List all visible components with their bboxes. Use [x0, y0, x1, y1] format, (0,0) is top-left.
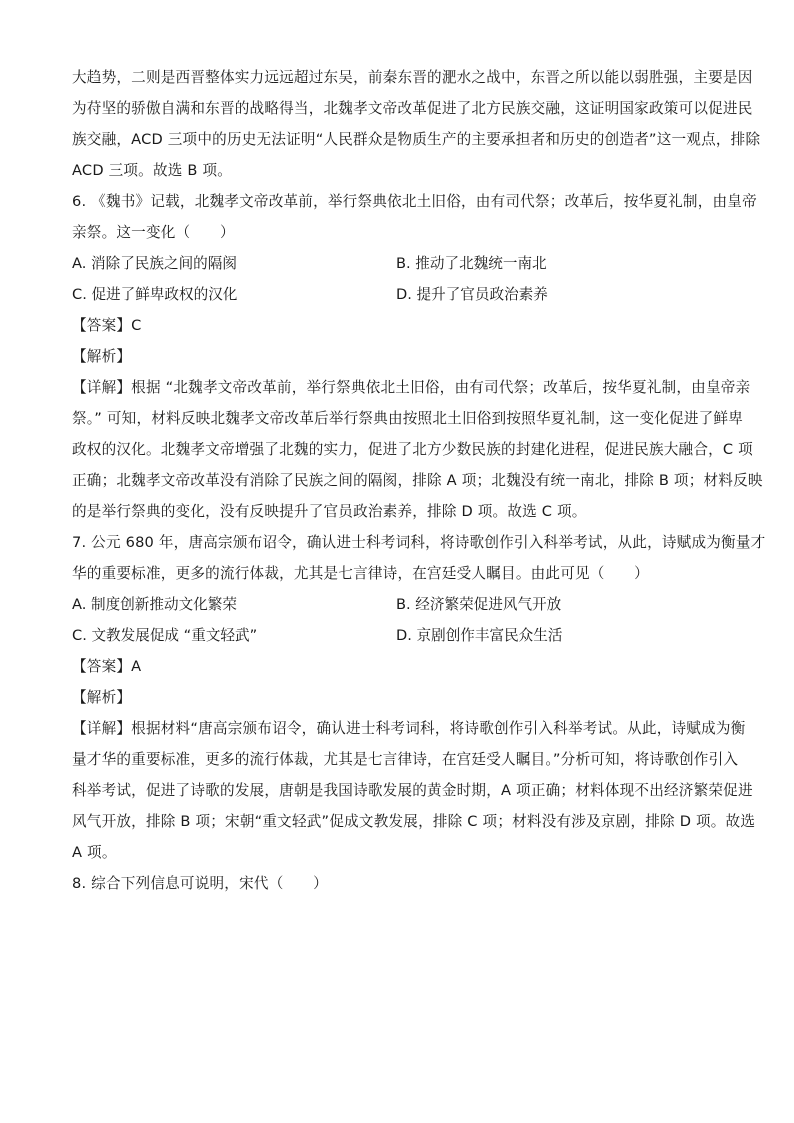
question-7	[72, 527, 766, 868]
answer-line: 【答案】C	[72, 317, 142, 334]
text-line: ACD 三项。故选 B 项。	[72, 162, 233, 179]
options-row	[72, 620, 722, 651]
option-a: A. 制度创新推动文化繁荣	[72, 596, 237, 613]
detail-line: 正确；北魏孝文帝改革没有消除了民族之间的隔阂，排除 A 项；北魏没有统一南北，排除 B 项；材料反映	[72, 472, 763, 489]
text-line: 大趋势，二则是西晋整体实力远远超过东吴，前秦东晋的淝水之战中，东晋之所以能以弱胜强，主要是因	[72, 69, 753, 86]
question-stem-line: 7. 公元 680 年，唐高宗颁布诏令，确认进士科考词科，将诗歌创作引入科举考试，从此，诗赋成为衡量才	[72, 534, 766, 551]
options-row	[72, 248, 722, 279]
question-stem-line: 8. 综合下列信息可说明，宋代（ ）	[72, 875, 328, 892]
detail-line: 【详解】根据 “北魏孝文帝改革前，举行祭典依北土旧俗，由有司代祭；改革后，按华夏礼制，由皇帝亲	[72, 379, 751, 396]
detail-line: 风气开放，排除 B 项；宋朝“重文轻武”促成文教发展，排除 C 项；材料没有涉及京剧，排除 D 项。故选	[72, 813, 756, 830]
options-row	[72, 589, 722, 620]
detail-line: 科举考试，促进了诗歌的发展，唐朝是我国诗歌发展的黄金时期，A 项正确；材料体现不出经济繁荣促进	[72, 782, 753, 799]
question-stem-line: 亲祭。这一变化（ ）	[72, 224, 235, 241]
detail-line: 量才华的重要标准，更多的流行体裁，尤其是七言律诗，在宫廷受人瞩目。”分析可知，将诗歌创作引入	[72, 751, 739, 768]
analysis-label: 【解析】	[72, 348, 132, 365]
option-c: C. 文教发展促成 “重文轻武”	[72, 627, 258, 644]
previous-analysis-continuation	[72, 62, 761, 186]
option-b: B. 经济繁荣促进风气开放	[396, 596, 562, 613]
options-row	[72, 279, 722, 310]
detail-line: 政权的汉化。北魏孝文帝增强了北魏的实力，促进了北方少数民族的封建化进程，促进民族大融合，C 项	[72, 441, 753, 458]
option-c: C. 促进了鲜卑政权的汉化	[72, 286, 238, 303]
detail-line: 的是举行祭典的变化，没有反映提升了官员政治素养，排除 D 项。故选 C 项。	[72, 503, 587, 520]
analysis-label: 【解析】	[72, 689, 132, 706]
question-6	[72, 186, 763, 527]
option-d: D. 京剧创作丰富民众生活	[396, 627, 563, 644]
text-line: 族交融，ACD 三项中的历史无法证明“人民群众是物质生产的主要承担者和历史的创造者”这一观点，排除	[72, 131, 761, 148]
detail-line: 祭。” 可知，材料反映北魏孝文帝改革后举行祭典由按照北土旧俗到按照华夏礼制，这一变化促进了鲜卑	[72, 410, 744, 427]
detail-line: A 项。	[72, 844, 117, 861]
question-stem-line: 华的重要标准，更多的流行体裁，尤其是七言律诗，在宫廷受人瞩目。由此可见（ ）	[72, 565, 649, 582]
detail-line: 【详解】根据材料“唐高宗颁布诏令，确认进士科考词科，将诗歌创作引入科举考试。从此，诗赋成为衡	[72, 720, 746, 737]
document-page	[72, 62, 766, 899]
question-stem-line: 6. 《魏书》记载，北魏孝文帝改革前，举行祭典依北土旧俗，由有司代祭；改革后，按华夏礼制，由皇帝	[72, 193, 757, 210]
text-line: 为苻坚的骄傲自满和东晋的战略得当，北魏孝文帝改革促进了北方民族交融，这证明国家政策可以促进民	[72, 100, 753, 117]
option-d: D. 提升了官员政治素养	[396, 286, 548, 303]
option-a: A. 消除了民族之间的隔阂	[72, 255, 237, 272]
question-8	[72, 868, 722, 899]
answer-line: 【答案】A	[72, 658, 142, 675]
option-b: B. 推动了北魏统一南北	[396, 255, 547, 272]
